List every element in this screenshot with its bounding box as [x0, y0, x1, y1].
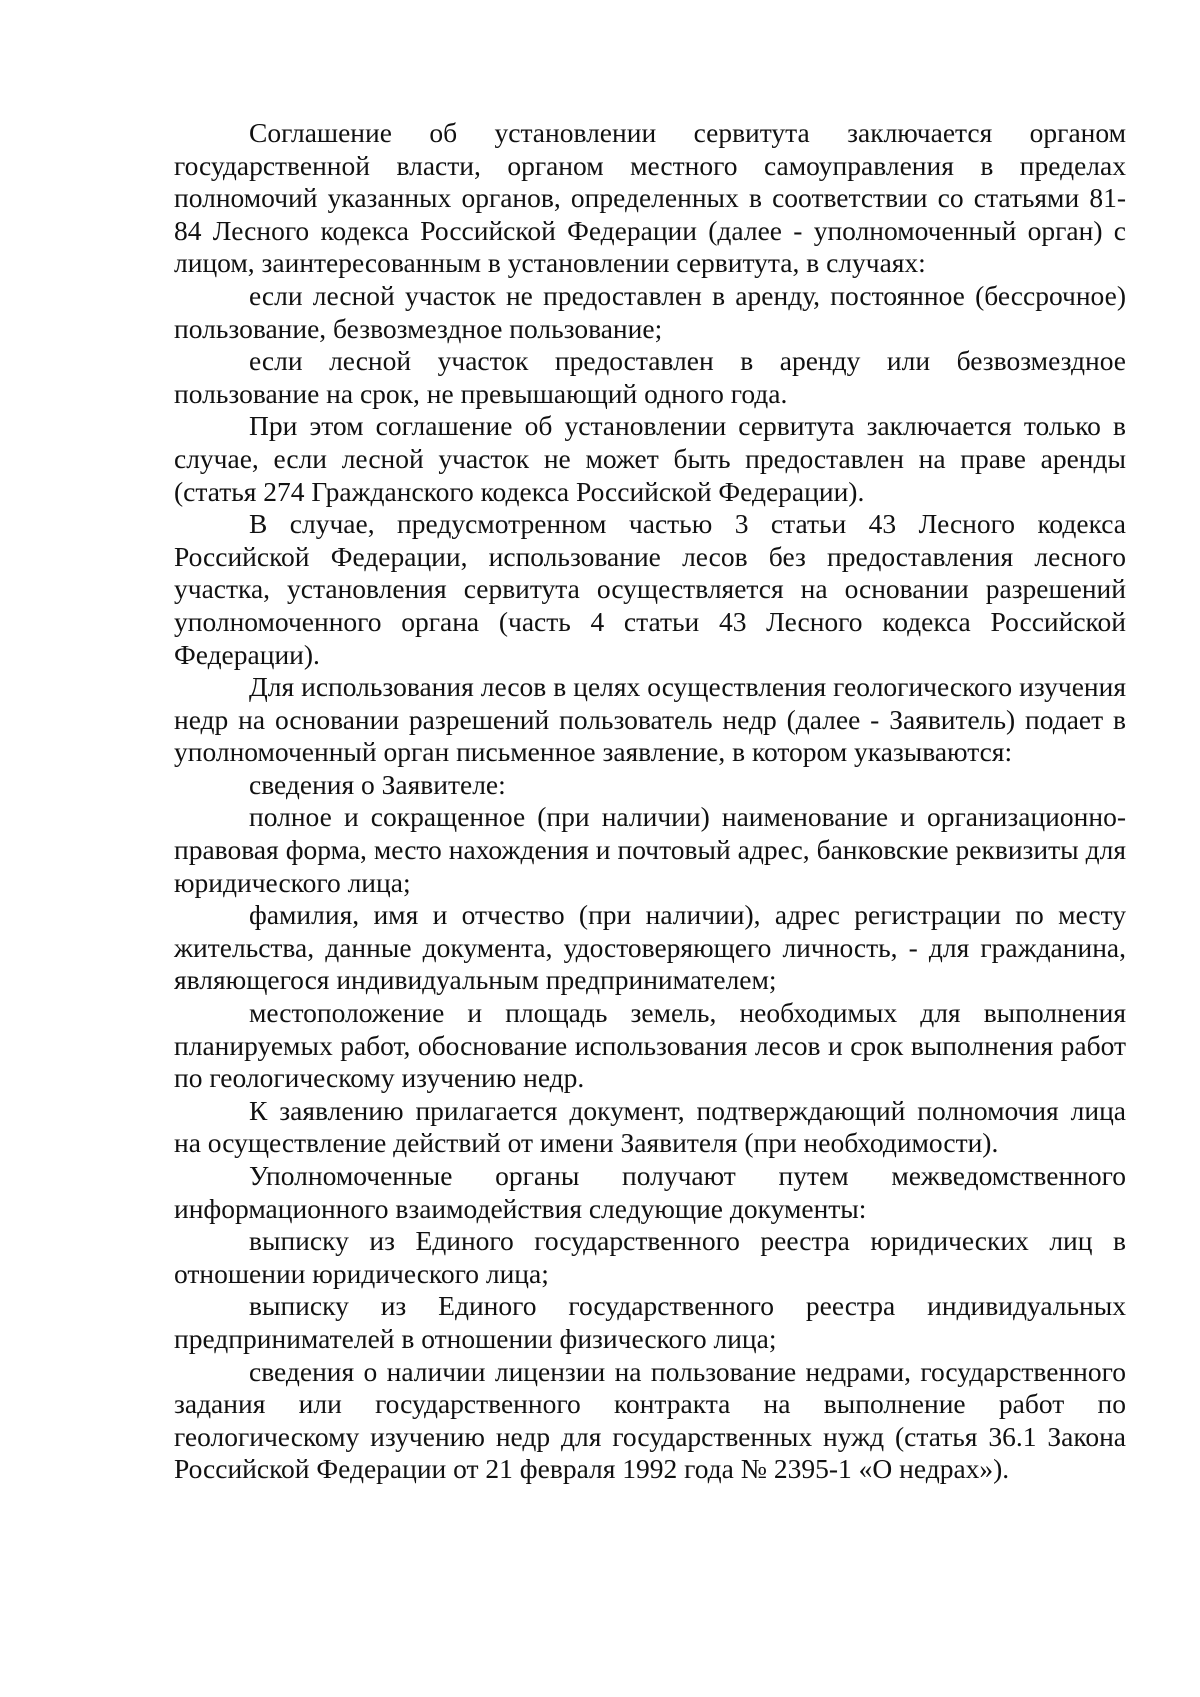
paragraph-forest-use-permits: В случае, предусмотренном частью 3 статьи 43 Лесного кодекса Российской Федерации, использование лесов без предоставления лесного участка, установления сервитута осуществляется на основании разрешений уполномоченного органа (часть 4 статьи 43 Лесного кодекса Российской Федерации).	[174, 508, 1126, 670]
paragraph-interagency-documents: Уполномоченные органы получают путем межведомственного информационного взаимодействия следующие документы:	[174, 1160, 1126, 1224]
paragraph-applicant-info: сведения о Заявителе:	[249, 768, 506, 800]
paragraph-land-location: местоположение и площадь земель, необходимых для выполнения планируемых работ, обоснование использования лесов и срок выполнения работ по геологическому изучению недр.	[174, 997, 1126, 1094]
paragraph-authority-document: К заявлению прилагается документ, подтверждающий полномочия лица на осуществление действий от имени Заявителя (при необходимости).	[174, 1094, 1126, 1159]
document-body	[174, 117, 1126, 1486]
paragraph-lease-condition: При этом соглашение об установлении сервитута заключается только в случае, если лесной участок не может быть предоставлен на праве аренды (статья 274 Гражданского кодекса Российской Федерации).	[174, 410, 1126, 507]
paragraph-license-info: сведения о наличии лицензии на пользование недрами, государственного задания или государственного контракта на выполнение работ по геологическому изучению недр для государственных нужд (статья 36.1 Закона Российской Федерации от 21 февраля 1992 года № 2395-1 «О недрах»).	[174, 1355, 1126, 1485]
paragraph-individual-info: фамилия, имя и отчество (при наличии), адрес регистрации по месту жительства, данные документа, удостоверяющего личность, - для гражданина, являющегося индивидуальным предпринимателем;	[174, 899, 1126, 996]
paragraph-legal-entity-info: полное и сокращенное (при наличии) наименование и организационно-правовая форма, место нахождения и почтовый адрес, банковские реквизиты для юридического лица;	[174, 801, 1126, 898]
paragraph-application: Для использования лесов в целях осуществления геологического изучения недр на основании разрешений пользователь недр (далее - Заявитель) подает в уполномоченный орган письменное заявление, в котором указываются:	[174, 671, 1126, 768]
paragraph-case-not-leased: если лесной участок не предоставлен в аренду, постоянное (бессрочное) пользование, безвозмездное пользование;	[174, 279, 1126, 344]
paragraph-case-short-term: если лесной участок предоставлен в аренду или безвозмездное пользование на срок, не превышающий одного года.	[174, 345, 1126, 409]
paragraph-egrip-extract: выписку из Единого государственного реестра индивидуальных предпринимателей в отношении физического лица;	[174, 1290, 1126, 1354]
paragraph-egrul-extract: выписку из Единого государственного реестра юридических лиц в отношении юридического лица;	[174, 1225, 1126, 1289]
paragraph-easement-agreement: Соглашение об установлении сервитута заключается органом государственной власти, органом местного самоуправления в пределах полномочий указанных органов, определенных в соответствии со статьями 81-84 Лесного кодекса Российской Федерации (далее - уполномоченный орган) с лицом, заинтересованным в установлении сервитута, в случаях:	[174, 117, 1126, 279]
